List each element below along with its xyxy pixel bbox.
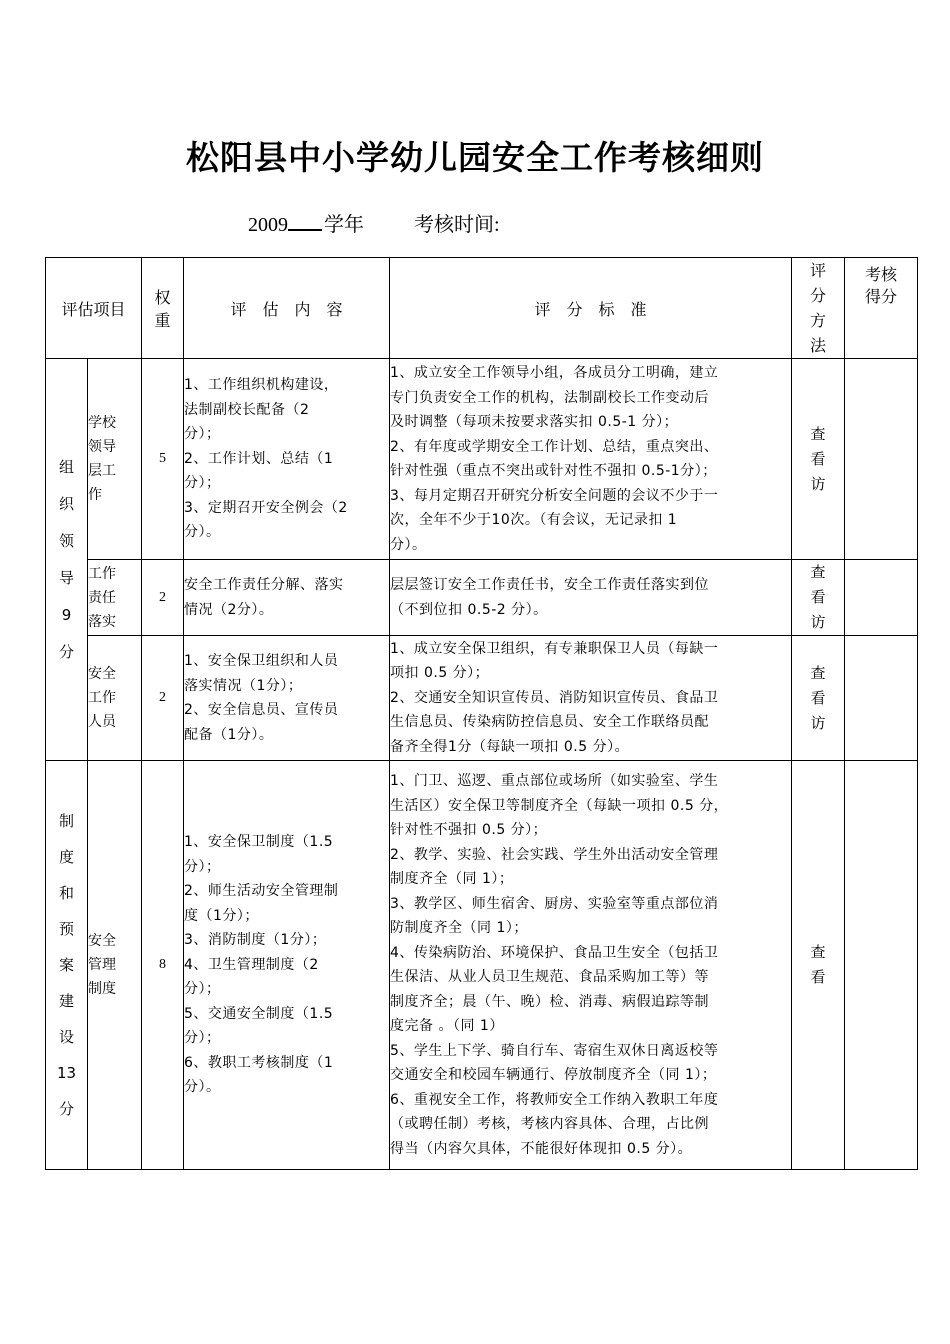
header-score: 考核 得分 <box>845 258 918 359</box>
sub-item: 安全 工作 人员 <box>88 636 142 761</box>
standard-cell: 1、成立安全保卫组织，有专兼职保卫人员（每缺一 项扣 0.5 分）； 2、交通安全知识宣传员、消防知识宣传员、食品卫 生信息员、传染病防控信息员、安全工作联络员配 备齐全得1分（每缺一项扣 0.5 分）。 <box>390 636 792 761</box>
content-cell: 1、安全保卫制度（1.5 分）； 2、师生活动安全管理制 度（1分）； 3、消防制度（1分）； 4、卫生管理制度（2 分）； 5、交通安全制度（1.5 分）； 6、教职工考核制度（1 分）。 <box>184 761 390 1170</box>
score-cell[interactable] <box>845 560 918 636</box>
header-method: 评 分 方 法 <box>792 258 845 359</box>
header-row <box>46 258 918 359</box>
header-weight: 权 重 <box>142 258 184 359</box>
weight-cell: 2 <box>142 636 184 761</box>
table-row <box>46 560 918 636</box>
score-cell[interactable] <box>845 636 918 761</box>
method-cell: 查 看 访 <box>792 359 845 560</box>
weight-cell: 2 <box>142 560 184 636</box>
sub-item: 工作 责任 落实 <box>88 560 142 636</box>
content-cell: 1、安全保卫组织和人员 落实情况（1分）； 2、安全信息员、宣传员 配备（1分）。 <box>184 636 390 761</box>
table-row <box>46 761 918 1170</box>
header-content: 评 估 内 容 <box>184 258 390 359</box>
table-row <box>46 359 918 560</box>
method-cell: 查 看 访 <box>792 636 845 761</box>
standard-cell: 1、门卫、巡逻、重点部位或场所（如实验室、学生 生活区）安全保卫等制度齐全（每缺一项扣 0.5 分， 针对性不强扣 0.5 分）； 2、教学、实验、社会实践、学生外出活动安全管理 制度齐全（同 1）； 3、教学区、师生宿舍、厨房、实验室等重点部位消 防制度齐全（同 1）； 4、传染病防治、环境保护、食品卫生安全（包括卫 生保洁、从业人员卫生规范、食品采购加工等）等 制度齐全；晨（午、晚）检、消毒、病假追踪等制 度完备 。（同 1） 5、学生上下学、骑自行车、寄宿生双休日离返校等 交通安全和校园车辆通行、停放制度齐全（同 1）； 6、重视安全工作，将教师安全工作纳入教职工年度 （或聘任制）考核，考核内容具体、合理，占比例 得当（内容欠具体，不能很好体现扣 0.5 分）。 <box>390 761 792 1170</box>
page-title: 松阳县中小学幼儿园安全工作考核细则 <box>186 138 764 177</box>
standard-cell: 层层签订安全工作责任书，安全工作责任落实到位 （不到位扣 0.5-2 分）。 <box>390 560 792 636</box>
weight-cell: 8 <box>142 761 184 1170</box>
method-cell: 查 看 <box>792 761 845 1170</box>
category-organization: 组 织 领 导 9 分 <box>46 359 88 761</box>
year-prefix: 2009 <box>248 214 288 236</box>
sub-item: 安全 管理 制度 <box>88 761 142 1170</box>
method-cell: 查 看 访 <box>792 560 845 636</box>
content-cell: 安全工作责任分解、落实 情况（2分）。 <box>184 560 390 636</box>
standard-cell: 1、成立安全工作领导小组，各成员分工明确，建立 专门负责安全工作的机构，法制副校长工作变动后 及时调整（每项未按要求落实扣 0.5-1 分）； 2、有年度或学期安全工作计划、总结，重点突出、 针对性强（重点不突出或针对性不强扣 0.5-1分）； 3、每月定期召开研究分析安全问题的会议不少于一 次，全年不少于10次。（有会议，无记录扣 1 分）。 <box>390 359 792 560</box>
year-blank <box>288 209 322 231</box>
assessment-time-label: 考核时间: <box>414 214 500 236</box>
subtitle <box>248 208 500 237</box>
assessment-table <box>45 257 918 1170</box>
year-suffix: 学年 <box>324 214 364 236</box>
sub-item: 学校 领导 层工 作 <box>88 359 142 560</box>
weight-cell: 5 <box>142 359 184 560</box>
header-item: 评估项目 <box>46 258 142 359</box>
table-row <box>46 636 918 761</box>
header-standard: 评 分 标 准 <box>390 258 792 359</box>
content-cell: 1、工作组织机构建设， 法制副校长配备（2 分）； 2、工作计划、总结（1 分）； 3、定期召开安全例会（2 分）。 <box>184 359 390 560</box>
score-cell[interactable] <box>845 359 918 560</box>
category-system: 制 度 和 预 案 建 设 13 分 <box>46 761 88 1170</box>
score-cell[interactable] <box>845 761 918 1170</box>
